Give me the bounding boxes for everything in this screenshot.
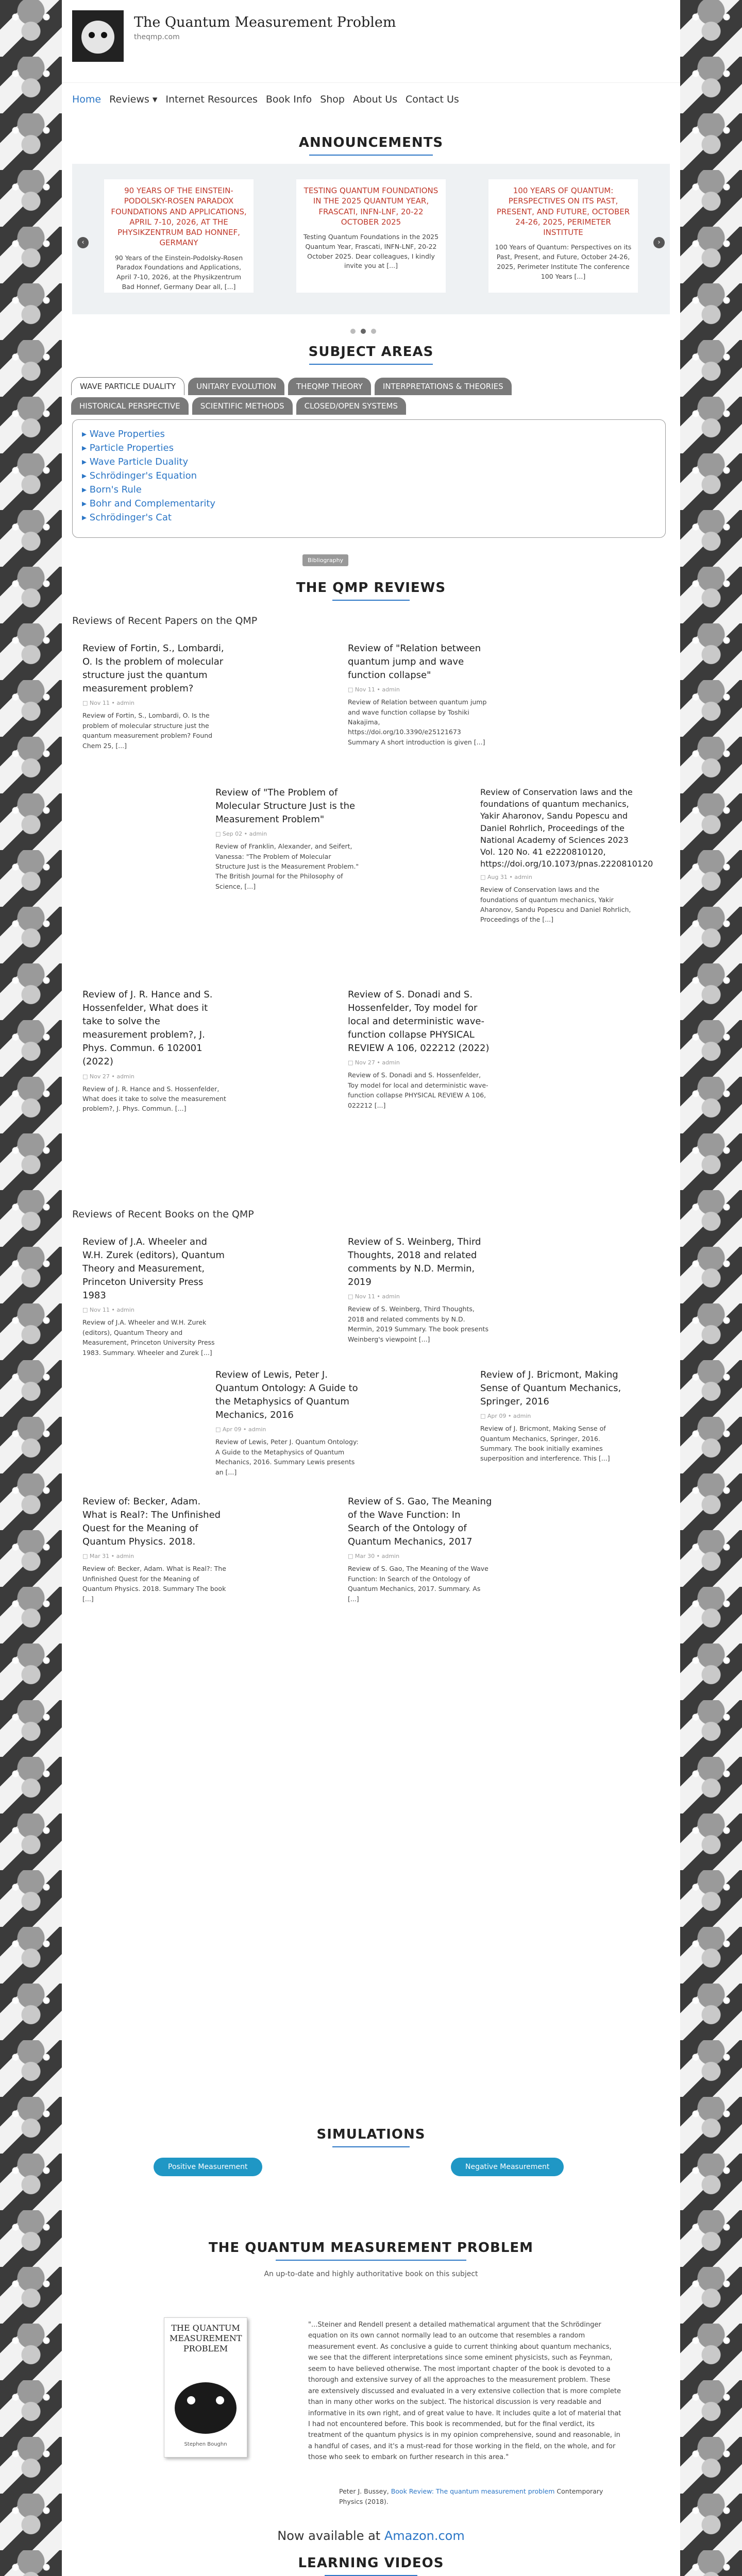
review-card <box>480 1368 625 1464</box>
slider-next-icon[interactable]: › <box>653 237 665 248</box>
review-card <box>480 786 653 925</box>
available-label: Now available at <box>277 2529 381 2543</box>
negative-measurement-button[interactable]: Negative Measurement <box>451 2158 564 2176</box>
review-card <box>348 988 492 1110</box>
reviews-section <box>62 580 680 1603</box>
simulations-title: SIMULATIONS <box>316 2127 426 2142</box>
slider-dot[interactable] <box>361 329 366 334</box>
review-meta: □ Nov 11 • admin <box>82 700 134 707</box>
review-title[interactable]: Review of S. Donadi and S. Hossenfelder, Toy model for local and deterministic wave-function collapse PHYSICAL REVIEW A 106, 022212 (2022) <box>348 989 490 1054</box>
book-cover-author: Stephen Boughn <box>184 2442 227 2447</box>
nav-about-us[interactable]: About Us <box>352 94 398 105</box>
review-meta: □ Nov 27 • admin <box>348 1059 400 1066</box>
review-card <box>215 786 360 891</box>
review-meta: □ Apr 09 • admin <box>480 1413 531 1420</box>
books-heading: Reviews of Recent Books on the QMP <box>72 1209 254 1220</box>
subject-areas-section <box>62 344 680 564</box>
review-meta: □ Aug 31 • admin <box>480 874 532 881</box>
site-header <box>62 0 680 105</box>
subject-link[interactable]: ▸ Wave Properties <box>82 427 656 441</box>
nav-reviews[interactable]: Reviews ▾ <box>109 94 158 105</box>
nav-shop[interactable]: Shop <box>320 94 345 105</box>
review-excerpt: Review of Fortin, S., Lombardi, O. Is the problem of molecular structure just the quantum measurement problem? Found Chem 25, [...] <box>82 711 213 750</box>
tab-interpretations[interactable]: INTERPRETATIONS & THEORIES <box>375 378 512 395</box>
announcement-text: 100 Years of Quantum: Perspectives on its Past, Present, and Future, October 24-26, 2025, Perimeter Institute The conference 100 Years [...] <box>495 243 632 280</box>
review-title[interactable]: Review of Fortin, S., Lombardi, O. Is the problem of molecular structure just the quantum measurement problem? <box>82 643 224 694</box>
slider-dot[interactable] <box>371 329 376 334</box>
tab-panel <box>72 419 666 538</box>
announcement-card[interactable] <box>104 179 254 293</box>
slider-prev-icon[interactable]: ‹ <box>77 237 89 248</box>
review-excerpt: Review of Franklin, Alexander, and Seifert, Vanessa: "The Problem of Molecular Structure Just is the Measurement Problem." The British Journal for the Philosophy of Science, [...] <box>215 842 359 890</box>
review-excerpt: Review of J.A. Wheeler and W.H. Zurek (editors), Quantum Theory and Measurement, Princeton University Press 1983. Summary. Wheeler and Zurek [...] <box>82 1318 215 1357</box>
announcement-card[interactable] <box>488 179 638 293</box>
title-rule <box>332 600 410 601</box>
review-card <box>82 1235 227 1358</box>
review-excerpt: Review of: Becker, Adam. What is Real?: The Unfinished Quest for the Meaning of Quantum Physics. 2018. Summary The book [...] <box>82 1565 226 1603</box>
review-card <box>215 1368 360 1477</box>
positive-measurement-button[interactable]: Positive Measurement <box>154 2158 262 2176</box>
subject-link[interactable]: ▸ Born's Rule <box>82 483 656 497</box>
subject-link[interactable]: ▸ Schrödinger's Equation <box>82 469 656 483</box>
review-title[interactable]: Review of J. Bricmont, Making Sense of Quantum Mechanics, Springer, 2016 <box>480 1369 621 1408</box>
review-title[interactable]: Review of Conservation laws and the foundations of quantum mechanics, Yakir Aharonov, Sandu Popescu and Daniel Rohrlich, Proceedings of the National Academy of Sciences 2023 Vol. 120 No. 41 e2220810120, https://doi.org/10.1073/pnas.2220810120 <box>480 787 653 869</box>
book-section <box>62 2240 680 2543</box>
book-title: THE QUANTUM MEASUREMENT PROBLEM <box>208 2240 534 2256</box>
review-title[interactable]: Review of S. Gao, The Meaning of the Wave Function: In Search of the Ontology of Quantum Mechanics, 2017 <box>348 1496 492 1548</box>
tab-scientific-methods[interactable]: SCIENTIFIC METHODS <box>192 397 293 415</box>
attribution-link[interactable]: Book Review: The quantum measurement problem <box>391 2487 555 2495</box>
book-cover-title: THE QUANTUM MEASUREMENT PROBLEM <box>170 2323 242 2353</box>
book-cover-image[interactable] <box>164 2317 247 2458</box>
learning-videos-title: LEARNING VIDEOS <box>298 2555 444 2571</box>
review-excerpt: Review of Lewis, Peter J. Quantum Ontology: A Guide to the Metaphysics of Quantum Mechanics, 2016. Summary Lewis presents an [...] <box>215 1438 359 1476</box>
page <box>62 0 680 2576</box>
attribution-source: Contemporary Physics (2018). <box>339 2487 603 2505</box>
site-logo[interactable] <box>72 10 124 62</box>
review-excerpt: Review of S. Weinberg, Third Thoughts, 2018 and related comments by N.D. Mermin, 2019 Summary. The book presents Weinberg's viewpoint [...] <box>348 1305 488 1343</box>
review-meta: □ Apr 09 • admin <box>215 1426 266 1433</box>
book-subtitle: An up-to-date and highly authoritative book on this subject <box>264 2270 478 2278</box>
attribution-author: Peter J. Bussey, <box>339 2487 389 2495</box>
nav-internet-resources[interactable]: Internet Resources <box>165 94 258 105</box>
tab-theqmp-theory[interactable]: THEQMP THEORY <box>288 378 371 395</box>
review-meta: □ Nov 11 • admin <box>82 1307 134 1314</box>
review-title[interactable]: Review of J. R. Hance and S. Hossenfelder, What does it take to solve the measurement problem?, J. Phys. Commun. 6 102001 (2022) <box>82 989 213 1067</box>
subject-areas-title: SUBJECT AREAS <box>308 344 434 360</box>
review-excerpt: Review of J. R. Hance and S. Hossenfelder, What does it take to solve the measurement problem?, J. Phys. Commun. [...] <box>82 1084 226 1113</box>
slider-dot[interactable] <box>350 329 356 334</box>
papers-heading: Reviews of Recent Papers on the QMP <box>72 615 258 626</box>
review-card <box>82 1495 227 1604</box>
nav-home[interactable]: Home <box>72 94 102 105</box>
review-meta: □ Nov 11 • admin <box>348 1293 400 1300</box>
announcement-text: 90 Years of the Einstein-Podolsky-Rosen Paradox Foundations and Applications, April 7-10, 2026, at the Physikzentrum Bad Honnef, Germany Dear all, [...] <box>114 253 243 291</box>
subject-tabs <box>71 377 628 417</box>
amazon-link[interactable]: Amazon.com <box>384 2529 465 2543</box>
review-meta: □ Sep 02 • admin <box>215 831 267 838</box>
subject-link[interactable]: ▸ Wave Particle Duality <box>82 455 656 469</box>
review-title[interactable]: Review of J.A. Wheeler and W.H. Zurek (editors), Quantum Theory and Measurement, Princeton University Press 1983 <box>82 1236 225 1301</box>
subject-link[interactable]: ▸ Bohr and Complementarity <box>82 497 656 511</box>
tab-unitary-evolution[interactable]: UNITARY EVOLUTION <box>188 378 284 395</box>
book-review-quote: "...Steiner and Rendell present a detailed mathematical argument that the Schrödinger equation on its own cannot normally lead to an outcome that resembles a random measurement event. As conclusive a guide to current thinking about quantum mechanics, we see that the different interpretations since some eminent physicists, such as Feynman, seem to have believed otherwise. The most important chapter of the book is devoted to a thorough and extensive survey of all the approaches to the measurement problem. These are extensively discussed and evaluated in a very extensive collection that is more complete than in many other works on the subject. The historical discussion is very readable and informative in its own right, and of great value to have. It includes quite a lot of material that I had not encountered before. This book is recommended, but for the final verdict, its treatment of the quantum physics is in my opinion comprehensive, sound and reasonable, in a handful of cases, and it's a must-read for those working in the field, on the whole, and for those who seek to embark on further research in this area." <box>308 2321 621 2462</box>
title-rule <box>276 2260 466 2261</box>
review-card <box>82 988 227 1114</box>
announcement-heading[interactable]: 100 YEARS OF QUANTUM: PERSPECTIVES ON ITS PAST, PRESENT, AND FUTURE, OCTOBER 24-26, 2025, PERIMETER INSTITUTE <box>496 186 630 237</box>
nav-contact-us[interactable]: Contact Us <box>406 94 459 105</box>
review-excerpt: Review of S. Donadi and S. Hossenfelder, Toy model for local and deterministic wave-function collapse PHYSICAL REVIEW A 106, 022212 [...] <box>348 1071 488 1109</box>
learning-videos-section <box>62 2555 680 2576</box>
title-rule <box>309 155 433 156</box>
review-title[interactable]: Review of Lewis, Peter J. Quantum Ontology: A Guide to the Metaphysics of Quantum Mechanics, 2016 <box>215 1369 358 1421</box>
review-meta: □ Mar 30 • admin <box>348 1553 400 1560</box>
review-card <box>348 1495 492 1604</box>
review-card <box>82 642 227 751</box>
review-meta: □ Mar 31 • admin <box>82 1553 134 1560</box>
site-subtitle: theqmp.com <box>134 33 180 41</box>
review-title[interactable]: Review of "Relation between quantum jump and wave function collapse" <box>348 643 481 681</box>
review-excerpt: Review of Conservation laws and the foundations of quantum mechanics, Yakir Aharonov, Sandu Popescu and Daniel Rohrlich, Proceedings of the [...] <box>480 886 631 924</box>
review-meta: □ Nov 27 • admin <box>82 1073 134 1080</box>
announcements-title: ANNOUNCEMENTS <box>298 135 444 150</box>
subject-link[interactable]: ▸ Schrödinger's Cat <box>82 511 656 524</box>
main-nav <box>72 94 459 105</box>
available-at <box>62 2529 680 2543</box>
review-excerpt: Review of J. Bricmont, Making Sense of Quantum Mechanics, Springer, 2016. Summary. The book initially examines superposition and interference. This [...] <box>480 1425 610 1463</box>
review-excerpt: Review of S. Gao, The Meaning of the Wave Function: In Search of the Ontology of Quantum Mechanics, 2017. Summary. As [...] <box>348 1565 488 1603</box>
quote-attribution <box>339 2486 622 2507</box>
announcement-card[interactable] <box>296 179 446 293</box>
nav-book-info[interactable]: Book Info <box>265 94 312 105</box>
announcement-heading[interactable]: TESTING QUANTUM FOUNDATIONS IN THE 2025 QUANTUM YEAR, FRASCATI, INFN-LNF, 20-22 OCTOBER 2025 <box>303 186 439 227</box>
bibliography-button[interactable]: Bibliography <box>302 554 348 566</box>
review-title[interactable]: Review of: Becker, Adam. What is Real?: The Unfinished Quest for the Meaning of Quantum Physics. 2018. <box>82 1496 221 1548</box>
reviews-title: THE QMP REVIEWS <box>296 580 446 596</box>
review-title[interactable]: Review of "The Problem of Molecular Structure Just is the Measurement Problem" <box>215 787 356 825</box>
announcements-section <box>62 135 680 291</box>
title-rule <box>309 364 433 365</box>
tab-historical-perspective[interactable]: HISTORICAL PERSPECTIVE <box>71 397 189 415</box>
tab-closed-open-systems[interactable]: CLOSED/OPEN SYSTEMS <box>296 397 406 415</box>
review-card <box>348 1235 492 1344</box>
site-title[interactable]: The Quantum Measurement Problem <box>134 14 396 30</box>
slider-dots <box>350 329 376 334</box>
announcement-text: Testing Quantum Foundations in the 2025 Quantum Year, Frascati, INFN-LNF, 20-22 October 2025. Dear colleagues, I kindly invite you at [...] <box>303 233 439 270</box>
title-rule <box>332 2146 410 2147</box>
review-card <box>348 642 492 747</box>
subject-link[interactable]: ▸ Particle Properties <box>82 441 656 455</box>
review-meta: □ Nov 11 • admin <box>348 686 400 693</box>
simulations-section <box>62 2127 680 2171</box>
review-excerpt: Review of Relation between quantum jump and wave function collapse by Toshiki Nakajima, https://doi.org/10.3390/e25121673 Summary A short introduction is given [...] <box>348 698 487 746</box>
announcement-heading[interactable]: 90 YEARS OF THE EINSTEIN-PODOLSKY-ROSEN PARADOX FOUNDATIONS AND APPLICATIONS, APRIL 7-10, 2026, AT THE PHYSIKZENTRUM BAD HONNEF, GERMANY <box>111 186 247 248</box>
tab-wave-particle-duality[interactable]: WAVE PARTICLE DUALITY <box>71 377 184 395</box>
review-title[interactable]: Review of S. Weinberg, Third Thoughts, 2018 and related comments by N.D. Mermin, 2019 <box>348 1236 481 1288</box>
announcements-slider <box>72 164 670 314</box>
